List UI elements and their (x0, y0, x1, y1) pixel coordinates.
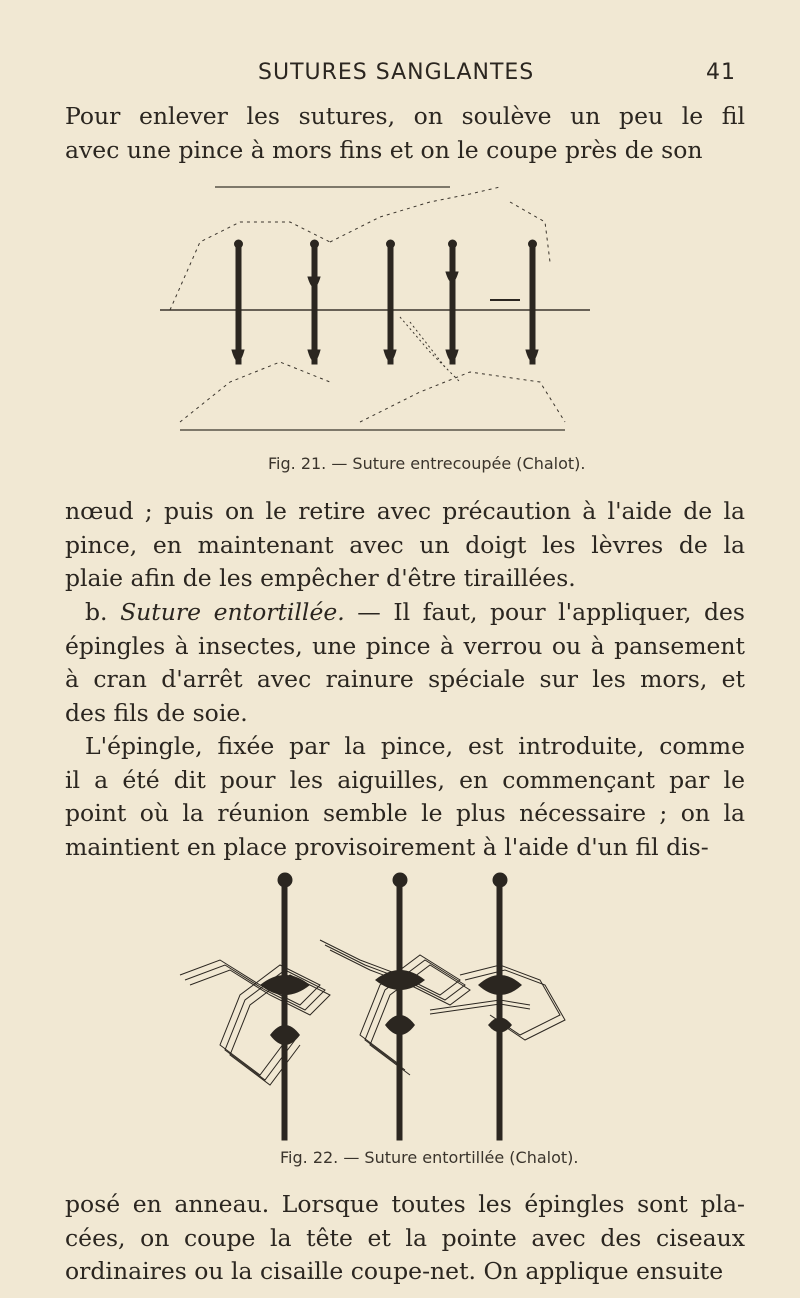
text-line: ordinaires ou la cisaille coupe-net. On applique ensuite (65, 1257, 724, 1285)
figure-22-illustration (160, 865, 580, 1145)
figure-21-caption: Fig. 21. — Suture entrecoupée (Chalot). (268, 454, 586, 473)
pin-1 (232, 240, 244, 364)
text-line: cées, on coupe la tête et la pointe avec des ciseaux (65, 1223, 745, 1252)
text-line: pince, en maintenant avec un doigt les lèvres de la (65, 530, 745, 559)
text-line: à cran d'arrêt avec rainure spéciale sur les mors, et (65, 665, 745, 693)
text-line: posé en anneau. Lorsque toutes les épingles sont pla- (65, 1190, 745, 1218)
section-b-paragraph (65, 596, 745, 730)
text-line: avec une pince à mors fins et on le coupe près de son (65, 135, 703, 164)
section-b-heading-line (65, 596, 745, 630)
intro-paragraph (65, 100, 745, 167)
body-paragraph-3 (65, 1188, 745, 1289)
text-line: épingles à insectes, une pince à verrou ou à pansement (65, 631, 745, 660)
text-line: plaie afin de les empêcher d'être tiraillées. (65, 564, 576, 592)
section-title: Suture entortillée. (120, 598, 345, 626)
text-line: des fils de soie. (65, 698, 248, 727)
text-line: Pour enlever les sutures, on soulève un peu le fil (65, 102, 745, 130)
figure-22-caption: Fig. 22. — Suture entortillée (Chalot). (280, 1148, 579, 1167)
body-paragraph-1 (65, 495, 745, 596)
header-title: SUTURES SANGLANTES (258, 60, 535, 85)
page-number: 41 (706, 60, 736, 85)
body-paragraph-2 (65, 730, 745, 864)
text-line: maintient en place provisoirement à l'aide d'un fil dis- (65, 832, 709, 861)
text-line: L'épingle, fixée par la pince, est introduite, comme (85, 732, 745, 760)
section-label: b. (85, 598, 108, 626)
text-line: — Il faut, pour l'appliquer, des (357, 598, 745, 626)
figure-21-illustration (160, 182, 590, 437)
text-line: point où la réunion semble le plus nécessaire ; on la (65, 799, 745, 827)
text-line: nœud ; puis on le retire avec précaution à l'aide de la (65, 497, 745, 525)
text-line: il a été dit pour les aiguilles, en commençant par le (65, 765, 745, 794)
